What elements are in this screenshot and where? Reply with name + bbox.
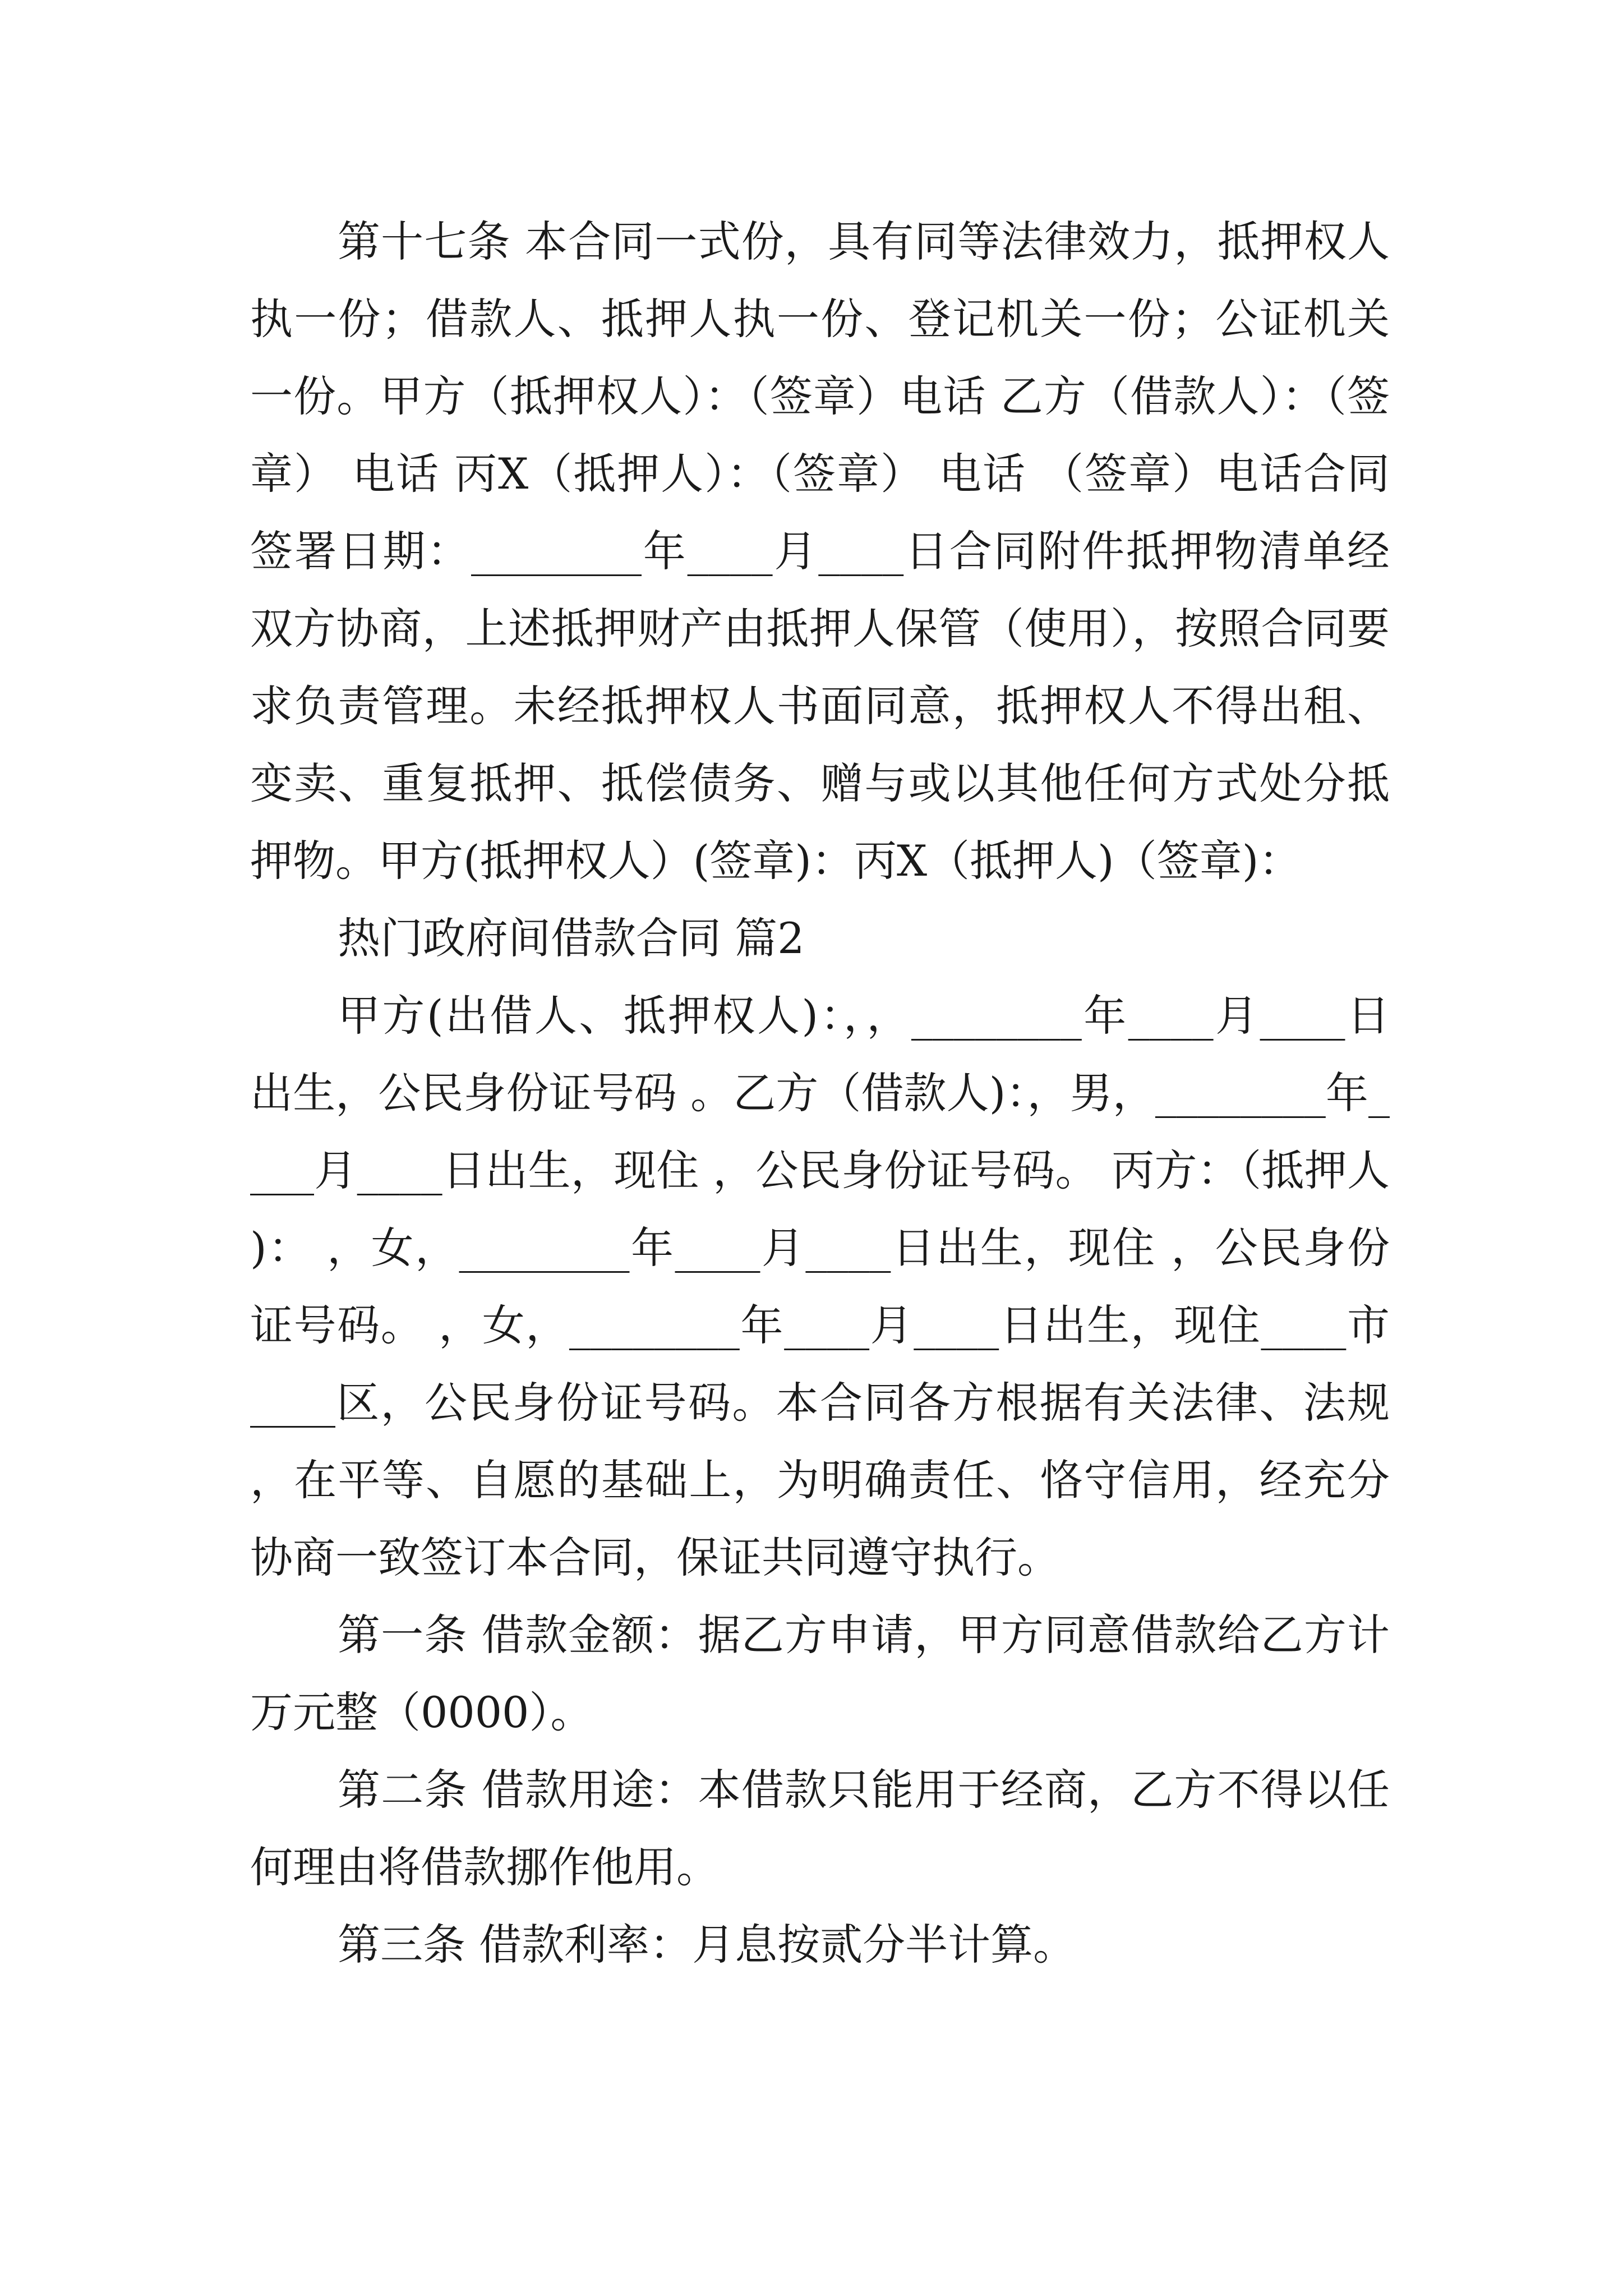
paragraph-article-3: 第三条 借款利率：月息按贰分半计算。 [338,1920,1076,1970]
paragraph-article-17: 第十七条 本合同一式份，具有同等法律效力，抵押权人执一份；借款人、抵押人执一份、登记机关一份；公证机关一份。甲方（抵押权人）：（签章）电话 乙方（借款人）：（签章） 电话 丙X（抵押人）：（签章） 电话 （签章）电话合同签署日期：________年____月____日合同附件抵押物清单经双方协商，上述抵押财产由抵押人保管（使用），按照合同要求负责管理。未经抵押权人书面同意，抵押权人不得出租、变卖、重复抵押、抵偿债务、赠与或以其他任何方式处分抵押物。甲方(抵押权人）(签章)：丙X（抵押人)（签章)： [250,217,1390,886]
document-page [250,203,1390,1984]
paragraph-parties: 甲方(出借人、抵押权人)：，，________年____月____日出生，公民身份证号码 。乙方（借款人)：，男，________年____月____日出生，现住 ，公民身份证号码。 丙方：（抵押人)： ，女，________年____月____日出生，现住 ，公民身份证号码。 ，女，________年____月____日出生，现住____市____区，公民身份证号码。本合同各方根据有关法律、法规，在平等、自愿的基础上，为明确责任、恪守信用，经充分协商一致签订本合同，保证共同遵守执行。 [250,991,1390,1582]
paragraph-article-2: 第二条 借款用途：本借款只能用于经商，乙方不得以任何理由将借款挪作他用。 [250,1765,1390,1892]
section-heading: 热门政府间借款合同 篇2 [338,913,805,963]
paragraph-article-1: 第一条 借款金额：据乙方申请，甲方同意借款给乙方计 万元整（0000）。 [250,1610,1390,1737]
